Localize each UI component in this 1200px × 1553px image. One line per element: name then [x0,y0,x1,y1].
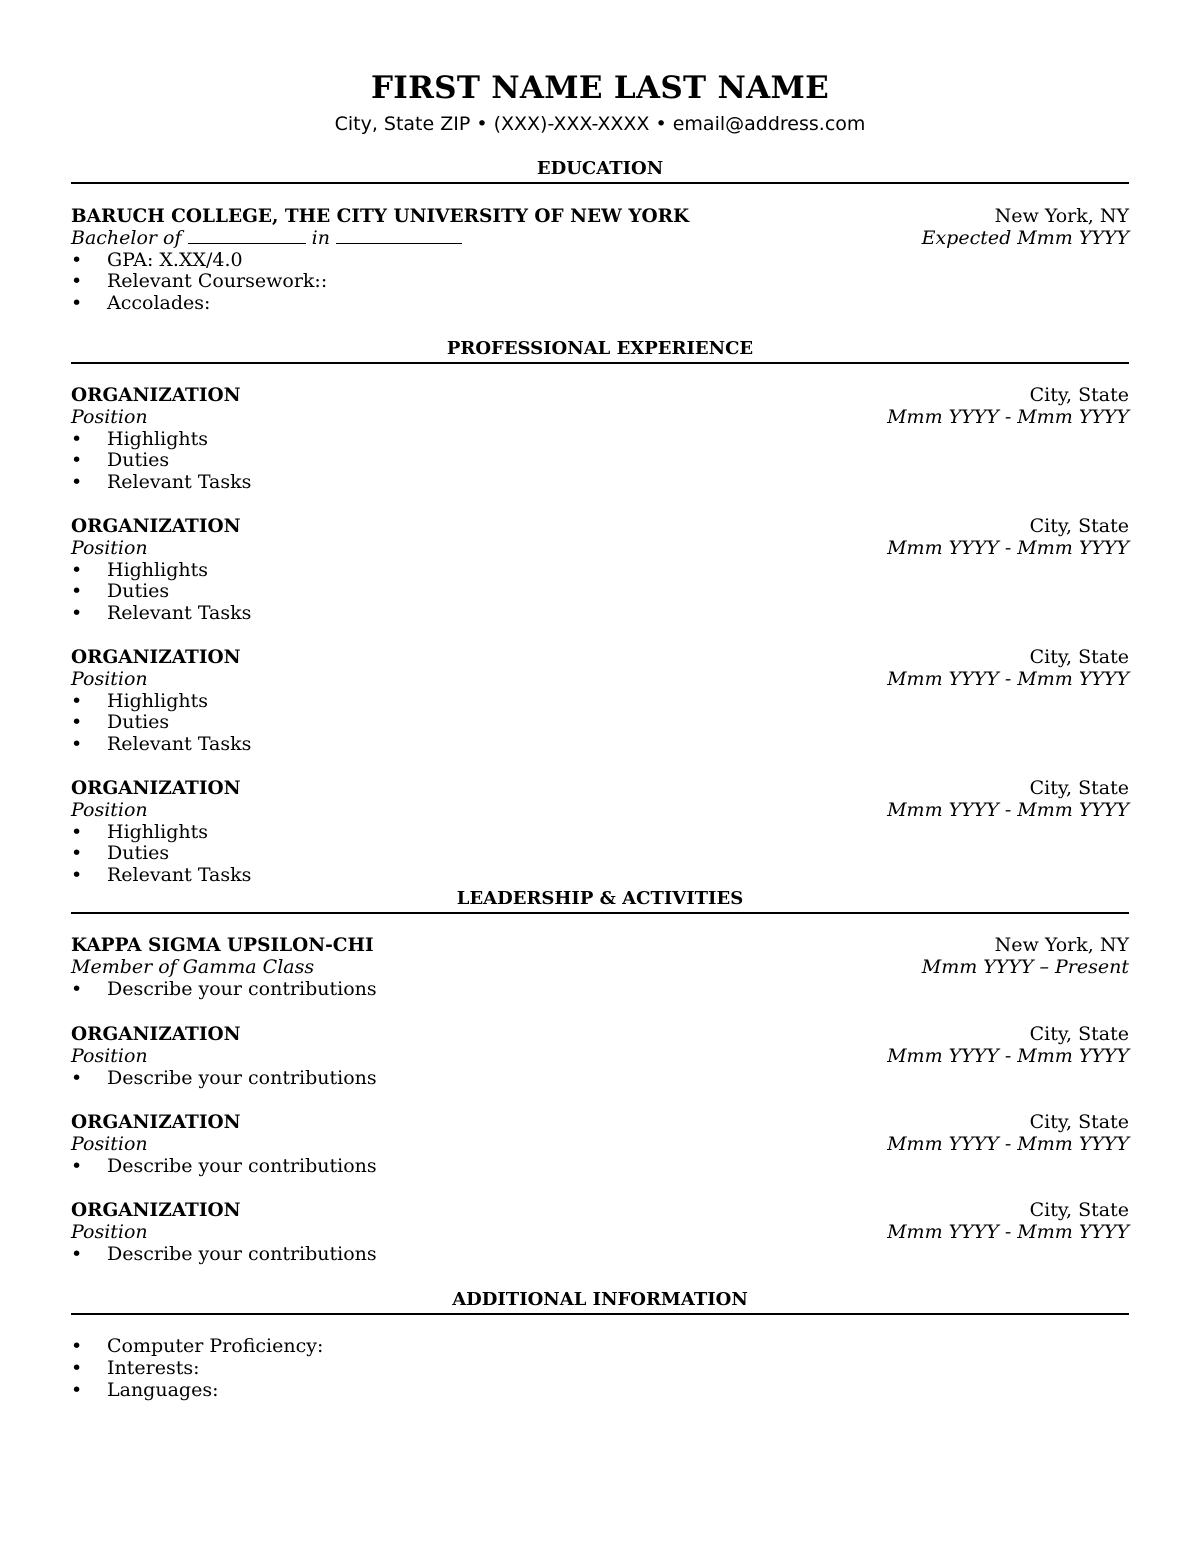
dates: Mmm YYYY - Mmm YYYY [887,1132,1129,1155]
bullet: • [71,292,83,315]
bullet: • [71,427,83,450]
list-item [71,1244,1129,1266]
list-item [71,603,1129,625]
position: Position [71,1044,148,1067]
list-item [71,734,1129,756]
org-location: City, State [1029,1111,1129,1133]
bullet: • [71,977,83,1000]
list-item [71,691,1129,713]
bullet: • [71,842,83,865]
bullet-text: Relevant Tasks [107,602,252,625]
resume-name: FIRST NAME LAST NAME [370,70,830,106]
bullet: • [71,689,83,712]
org-name: ORGANIZATION [71,778,241,799]
list-item [71,979,1129,1001]
org-location: City, State [1029,646,1129,668]
org-location: City, State [1029,384,1129,406]
bullet-text: Describe your contributions [107,1242,377,1265]
org-location: City, State [1029,1199,1129,1221]
degree-blank [188,228,306,244]
bullet-text: GPA: X.XX/4.0 [107,248,243,271]
bullet-text: Relevant Tasks [107,471,252,494]
position: Position [71,667,148,690]
bullet: • [71,820,83,843]
list-item [71,1380,1129,1402]
leadership-entry [71,1024,1129,1089]
position: Position [71,1132,148,1155]
org-location: City, State [1029,515,1129,537]
bullet: • [71,602,83,625]
dates: Mmm YYYY - Mmm YYYY [887,405,1129,428]
section-rule [71,362,1129,364]
list-item [71,560,1129,582]
bullet-text: Highlights [107,558,208,581]
section-title-additional: ADDITIONAL INFORMATION [452,1289,748,1310]
list-item [71,865,1129,887]
additional-list [71,1336,1129,1401]
bullet-text: Relevant Tasks [107,733,252,756]
bullet: • [71,580,83,603]
bullet-text: Describe your contributions [107,1154,377,1177]
list-item [71,271,1129,293]
position: Position [71,798,148,821]
dates: Mmm YYYY - Mmm YYYY [887,536,1129,559]
bullet-text: Describe your contributions [107,1066,377,1089]
experience-entry [71,778,1129,887]
org-location: City, State [1029,777,1129,799]
bullet-text: Highlights [107,689,208,712]
bullet-text: Duties [107,842,170,865]
position: Position [71,1220,148,1243]
bullet: • [71,733,83,756]
bullet: • [71,711,83,734]
bullet-text: Highlights [107,820,208,843]
org-name: ORGANIZATION [71,1112,241,1133]
bullet-text: Relevant Coursework:: [107,270,328,293]
major-blank [336,228,462,244]
dates: Mmm YYYY - Mmm YYYY [887,798,1129,821]
list-item [71,581,1129,603]
bullet-text: Duties [107,580,170,603]
position: Position [71,536,148,559]
list-item [71,1156,1129,1178]
dates: Mmm YYYY - Mmm YYYY [887,1220,1129,1243]
leadership-entry [71,935,1129,1000]
org-name: ORGANIZATION [71,1024,241,1045]
bullet: • [71,558,83,581]
bullet: • [71,248,83,271]
bullet: • [71,1154,83,1177]
section-title-leadership: LEADERSHIP & ACTIVITIES [456,888,744,909]
org-name: ORGANIZATION [71,647,241,668]
section-rule [71,182,1129,184]
position: Member of Gamma Class [71,955,315,978]
bullet: • [71,864,83,887]
bullet-text: Languages: [107,1378,219,1401]
list-item [71,293,1129,315]
org-name: KAPPA SIGMA UPSILON-CHI [71,935,374,956]
list-item [71,450,1129,472]
list-item [71,429,1129,451]
bullet-text: Accolades: [107,292,211,315]
org-name: ORGANIZATION [71,516,241,537]
list-item [71,1336,1129,1358]
list-item [71,822,1129,844]
list-item [71,250,1129,272]
list-item [71,1068,1129,1090]
org-name: ORGANIZATION [71,1200,241,1221]
dates: Mmm YYYY - Mmm YYYY [887,1044,1129,1067]
experience-entry [71,385,1129,494]
bullet-text: Relevant Tasks [107,864,252,887]
resume-page [71,0,1129,1553]
dates: Mmm YYYY – Present [921,955,1129,978]
dates: Mmm YYYY - Mmm YYYY [887,667,1129,690]
school-location: New York, NY [994,205,1129,227]
experience-entry [71,516,1129,625]
degree-in: in [311,226,330,249]
leadership-entry [71,1200,1129,1265]
section-title-education: EDUCATION [536,158,664,179]
bullet-text: Describe your contributions [107,977,377,1000]
bullet-text: Computer Proficiency: [107,1335,324,1357]
bullet-text: Highlights [107,427,208,450]
bullet: • [71,1335,83,1357]
education-entry [71,206,1129,315]
org-name: ORGANIZATION [71,385,241,406]
position: Position [71,405,148,428]
bullet: • [71,1378,83,1401]
bullet: • [71,270,83,293]
degree-prefix: Bachelor of [71,226,182,249]
experience-entry [71,647,1129,756]
bullet-text: Duties [107,711,170,734]
contact-line: City, State ZIP • (XXX)-XXX-XXXX • email@address.com [334,113,866,135]
school-name: BARUCH COLLEGE, THE CITY UNIVERSITY OF NEW YORK [71,206,690,227]
bullet: • [71,449,83,472]
graduation-date: Expected Mmm YYYY [921,226,1129,249]
bullet-text: Duties [107,449,170,472]
list-item [71,712,1129,734]
bullet: • [71,1066,83,1089]
bullet: • [71,1242,83,1265]
section-title-experience: PROFESSIONAL EXPERIENCE [446,338,754,359]
degree-line [71,228,462,250]
leadership-entry [71,1112,1129,1177]
org-location: City, State [1029,1023,1129,1045]
bullet: • [71,471,83,494]
list-item [71,1358,1129,1380]
org-location: New York, NY [994,934,1129,956]
bullet-text: Interests: [107,1356,200,1379]
list-item [71,843,1129,865]
bullet: • [71,1356,83,1379]
section-rule [71,912,1129,914]
section-rule [71,1313,1129,1315]
list-item [71,472,1129,494]
